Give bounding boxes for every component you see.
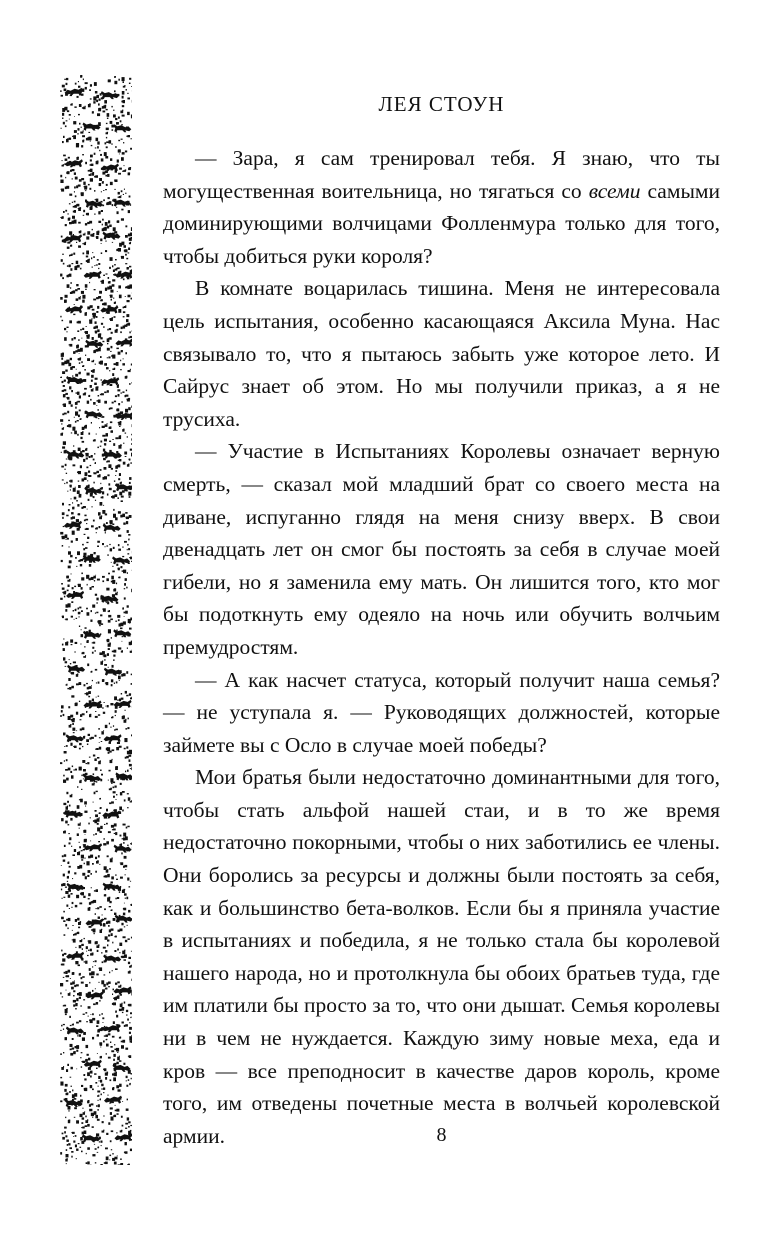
wolf-silhouette-icon — [101, 164, 119, 172]
paragraph-4-text: — А как насчет статуса, который получит наша семья? — не уступала я. — Руководящих должностей, которые займете вы с Осло в случае моей победы? — [163, 667, 720, 757]
wolf-silhouette-icon — [113, 629, 131, 637]
page-number: 8 — [436, 1124, 447, 1146]
wolf-silhouette-icon — [104, 734, 122, 742]
paragraph-2-text: В комнате воцарилась тишина. Меня не интересовала цель испытания, особенно касающаяся Аксила Муна. Нас связывало то, что я пытаюсь забыть уже которое лето. И Сайрус знает об этом. Но мы получили приказ, а я не трусиха. — [163, 276, 720, 431]
wolf-silhouette-icon — [115, 915, 132, 923]
paragraph-3 — [163, 435, 720, 663]
paragraph-1 — [163, 142, 720, 272]
paragraph-5-text: Мои братья были недостаточно доминантными для того, чтобы стать альфой нашей стаи, и в то же время недостаточно покорными, чтобы о них заботились ее члены. Они боролись за ресурсы и должны были постоять за себя, как и большинство бета-волков. Если бы я приняла участие в испытаниях и победила, я не только стала бы королевой нашего народа, но и протолкнула бы обоих братьев туда, где им платили бы просто за то, что они дышат. Семья королевы ни в чем не нуждается. Каждую зиму новые меха, еда и кров — все преподносит в качестве даров король, кроме того, им отведены почетные места в волчьей королевской армии. — [163, 765, 720, 1148]
paragraph-4 — [163, 664, 720, 762]
wolf-silhouette-icon — [84, 271, 102, 279]
wolf-silhouette-icon — [83, 123, 101, 131]
wolf-silhouette-icon — [66, 734, 84, 742]
wolf-silhouette-icon — [103, 955, 121, 963]
running-header: ЛЕЯ СТОУН — [378, 92, 505, 116]
wolf-silhouette-icon — [65, 305, 83, 313]
wolf-silhouette-icon — [103, 883, 121, 891]
wolf-silhouette-icon — [115, 271, 132, 279]
wolf-silhouette-icon — [84, 843, 102, 851]
wolf-silhouette-icon — [101, 595, 119, 603]
wolf-silhouette-icon — [83, 631, 101, 639]
wolf-silhouette-icon — [65, 810, 83, 818]
wolf-silhouette-icon — [84, 701, 102, 709]
wolf-silhouette-icon — [115, 338, 132, 346]
wolf-silhouette-icon — [101, 91, 119, 99]
decorative-border-strip — [60, 75, 132, 1165]
paragraph-1-emphasis: всеми — [588, 178, 641, 203]
paragraph-1-text: — Зара, я сам тренировал тебя. Я знаю, что ты могущественная воительница, но тягаться со — [163, 146, 720, 203]
wolf-silhouette-icon — [114, 845, 132, 853]
wolf-silhouette-icon — [67, 883, 85, 891]
paragraph-1-text-after: самыми доминирующими волчицами Фолленмура только для того, чтобы добиться руки короля? — [163, 178, 720, 268]
paragraph-3-text: — Участие в Испытаниях Королевы означает верную смерть, — сказал мой младший брат со своего места на диване, испуганно глядя на меня снизу вверх. В свои двенадцать лет он смог бы постоять за себя в случае моей гибели, но я заменила ему мать. Он лишится того, кто мог бы подоткнуть ему одеяло на ночь или обучить волчьим премудростям. — [163, 439, 720, 659]
wolf-silhouette-icon — [66, 1027, 84, 1035]
paragraph-2 — [163, 272, 720, 435]
body-text — [163, 142, 720, 1152]
paragraph-5 — [163, 761, 720, 1152]
wolf-silhouette-icon — [103, 1024, 121, 1032]
wolf-silhouette-icon — [65, 88, 83, 96]
wolf-silhouette-icon — [114, 986, 132, 994]
wolf-silhouette-icon — [102, 811, 120, 819]
wolf-silhouette-icon — [113, 199, 131, 207]
wolf-silhouette-icon — [115, 483, 132, 491]
wolf-silhouette-icon — [85, 200, 103, 208]
wolf-silhouette-icon — [113, 1064, 131, 1072]
wolf-silhouette-icon — [66, 376, 84, 384]
wolf-silhouette-icon — [104, 451, 122, 459]
wolf-silhouette-icon — [114, 700, 132, 708]
wolf-silhouette-icon — [103, 232, 121, 240]
wolf-silhouette-icon — [112, 556, 130, 564]
wolf-silhouette-icon — [103, 524, 121, 532]
wolf-silhouette-icon — [113, 124, 131, 132]
wolf-silhouette-icon — [66, 952, 84, 960]
speckle-wolf-border — [60, 75, 132, 1165]
